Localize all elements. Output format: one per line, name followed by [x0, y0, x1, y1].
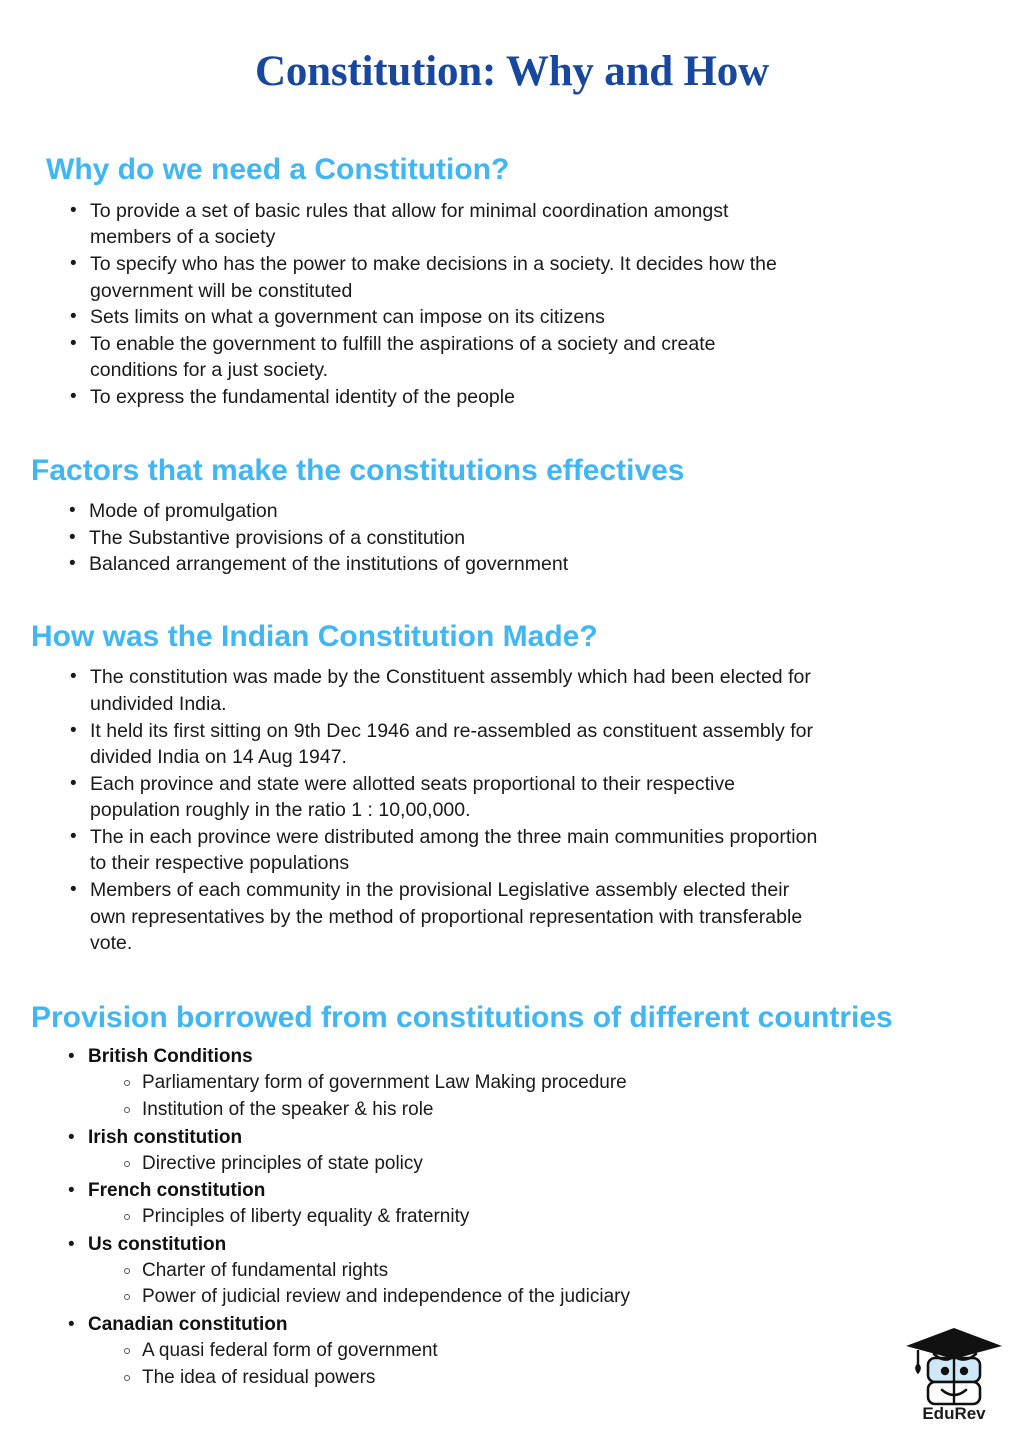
list-item: • To specify who has the power to make decisions in a society. It decides how the government will be constituted — [68, 251, 790, 304]
sub-list — [88, 1204, 1024, 1231]
sub-list-item: Parliamentary form of government Law Making procedure — [122, 1070, 1024, 1097]
list-item: • To enable the government to fulfill the aspirations of a society and create conditions for a just society. — [68, 331, 790, 384]
country-name: • Irish constitution — [88, 1126, 243, 1148]
section-factors-effective — [0, 454, 1024, 578]
list-item: • To express the fundamental identity of the people — [68, 384, 790, 411]
country-name: • Canadian constitution — [88, 1313, 288, 1335]
country-name: • French constitution — [88, 1180, 266, 1202]
list-item — [66, 1177, 1024, 1231]
section-why-need-constitution — [0, 153, 1024, 410]
list-item: • The in each province were distributed among the three main communities proportion to their respective populations — [68, 824, 830, 877]
sub-list-item: Principles of liberty equality & fraternity — [122, 1204, 1024, 1231]
sub-list-item: A quasi federal form of government — [122, 1338, 1024, 1365]
list-item: • Members of each community in the provisional Legislative assembly elected their own representatives by the method of proportional representation with transferable vote. — [68, 877, 830, 957]
country-name: • British Conditions — [88, 1046, 253, 1068]
country-name: • Us constitution — [88, 1233, 227, 1255]
list-item — [66, 1043, 1024, 1123]
country-list — [31, 1043, 1024, 1391]
sub-list-item: Power of judicial review and independence of the judiciary — [122, 1284, 1024, 1311]
page-title: Constitution: Why and How — [255, 48, 769, 95]
sub-list — [88, 1338, 1024, 1391]
edurev-logo — [898, 1326, 1010, 1426]
section-heading: How was the Indian Constitution Made? — [31, 619, 598, 653]
bullet-list — [46, 198, 1024, 411]
section-borrowed-provisions — [0, 1001, 1024, 1391]
sub-list-item: The idea of residual powers — [122, 1365, 1024, 1392]
list-item: • To provide a set of basic rules that allow for minimal coordination amongst members of a society — [68, 198, 790, 251]
list-item: • Sets limits on what a government can impose on its citizens — [68, 304, 790, 331]
list-item — [66, 1311, 1024, 1391]
section-heading: Factors that make the constitutions effectives — [31, 453, 685, 487]
sub-list-item: Directive principles of state policy — [122, 1151, 1024, 1178]
sub-list — [88, 1070, 1024, 1123]
list-item: • Balanced arrangement of the institutions of government — [67, 551, 789, 578]
sub-list — [88, 1258, 1024, 1311]
section-heading: Why do we need a Constitution? — [46, 153, 510, 187]
sub-list-item: Institution of the speaker & his role — [122, 1097, 1024, 1124]
list-item — [66, 1124, 1024, 1178]
list-item: • The Substantive provisions of a constitution — [67, 525, 789, 552]
logo-label: EduRev — [922, 1404, 986, 1423]
bullet-list — [31, 498, 1024, 578]
list-item — [66, 1231, 1024, 1311]
sub-list — [88, 1151, 1024, 1178]
section-heading: Provision borrowed from constitutions of different countries — [31, 1000, 893, 1034]
bullet-list — [31, 664, 1024, 957]
sub-list-item: Charter of fundamental rights — [122, 1258, 1024, 1285]
section-how-made — [0, 620, 1024, 957]
list-item: • Each province and state were allotted seats proportional to their respective population roughly in the ratio 1 : 10,00,000. — [68, 771, 830, 824]
list-item: • It held its first sitting on 9th Dec 1946 and re-assembled as constituent assembly for divided India on 14 Aug 1947. — [68, 718, 830, 771]
list-item: • Mode of promulgation — [67, 498, 789, 525]
list-item: • The constitution was made by the Constituent assembly which had been elected for undivided India. — [68, 664, 830, 717]
